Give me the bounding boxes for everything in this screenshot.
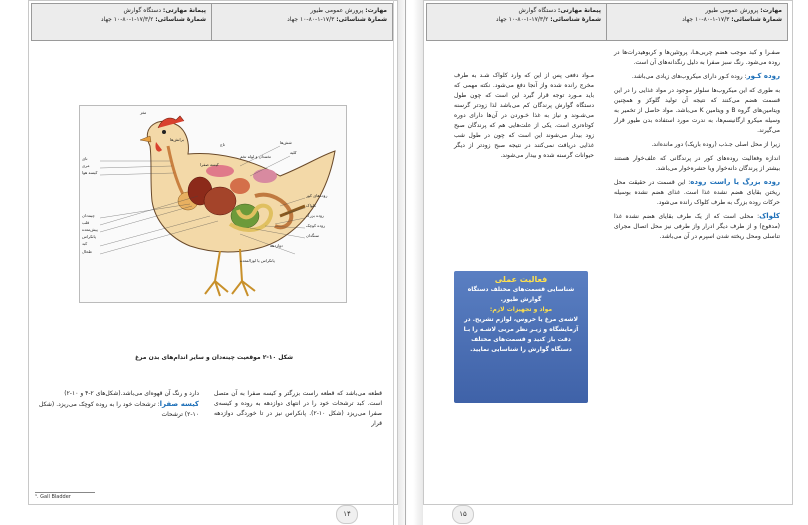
activity-title: فعالیت عملی (494, 275, 548, 284)
label-spleen: طحال (82, 249, 92, 254)
label-liver: کبد (82, 241, 88, 246)
label-large-intestine: روده بزرگ (306, 213, 324, 218)
code-label: شمارهٔ شناسائی: (550, 16, 601, 23)
label-proventriculus: پیش‌معده (82, 227, 98, 232)
paragraph-text: : ترشحات خود را به روده کوچک می‌ریزد. (شکل ۱۰-۲) ترشحات (39, 401, 199, 418)
label-pancreas: پانکراس یا لوزالمعده (240, 258, 275, 263)
label-lung: شش‌ها (280, 140, 292, 145)
paragraph-text: صفـرا و کبد موجب هضم چربی‌هـا، پروتئین‌ها و کربوهیدرات‌ها در روده می‌شود. رنگ سبز صفرا به دلیل رنگدانه‌های آن است. (614, 49, 780, 66)
skill-label: مهارت: (365, 7, 387, 14)
chicken-anatomy-figure (79, 105, 347, 303)
label-duodenum: دوازدهه (270, 243, 283, 248)
standard-value: دستگاه گوارش (518, 7, 556, 14)
keyword-ceca: روده کـور (746, 72, 780, 80)
page-14 (28, 0, 398, 505)
code-label: شمارهٔ شناسائی: (731, 16, 782, 23)
label-heart: قلب (82, 220, 90, 225)
label-air-sac: کیسه هوا (82, 170, 98, 175)
paragraph: مـواد دفعی پس از این که وارد کلواک شـد به طرف مخرج رانده شده واز آنجا دفع می‌شود. نکته مهمی که باید مـورد توجه قرار گیرد این است که چون طول دستگاه گوارش پرندگان کم می‌باشد لذا زودتر گرسنه می‌شـوند و نیاز به غذا خـوردن در آن‌ها دارای دوره کوتاه‌تری است. یکی از علت‌هایی هم که پرندگان صبح زود بیدار می‌شوند این است که چون در طول شب غذایی دریافت نمی‌کنند در نتیجه صبح زودتر از دیگر حیوانات گرسنه شده و بیدار می‌شوند. (454, 72, 594, 159)
label-comb: تاج (220, 142, 225, 147)
paragraph-text: دارد و رنگ آن قهوه‌ای می‌باشد.(شکل‌های ۲-۴ و ۱۰-۲) (64, 390, 199, 397)
label-bronchi: برانش‌ها (170, 137, 184, 142)
header-standard-cell (427, 4, 607, 40)
label-crop: چینه‌دان (82, 213, 95, 218)
paragraph-text: اندازه وفعالیت روده‌های کور در پرندگانی که علف‌خوار هستند بیشتر از پرندگان دانه‌خوار ویا حشره‌خوار می‌باشد. (614, 155, 780, 172)
label-pancreas-short: پانکراس (82, 234, 96, 239)
code-value: ۱۷/۳/۲-۱-۸۰-۱۰ جهاد (495, 16, 549, 23)
gutter-line (393, 0, 394, 525)
standard-label: پیمانهٔ مهارتی: (162, 7, 206, 14)
code-label: شمارهٔ شناسائی: (336, 16, 387, 23)
activity-body: لاشه‌ی مرغ یا خروس، لوازم تشریح. در آزمایشگاه و زیـر نظر مربی لاشـه را بـا دقت باز کنید و قسمت‌های مختلف دستگاه گوارش را شناسایی نمایید. (463, 316, 579, 353)
page-15 (423, 0, 793, 505)
keyword-cloaca: کلواک (759, 212, 780, 220)
label-small-intestine: روده کوچک (306, 223, 326, 228)
page-number-14: ۱۴ (336, 505, 358, 524)
header-standard-cell (32, 4, 212, 40)
paragraph: قطعه می‌باشد که قطعه راست بزرگتر و کیسه صفرا به آن متصل است. کبد ترشحات خود را در انتهای دوازدهه به روده و کیسه‌ی صفرا می‌ریزد (شکل ۱۰-۲). پانکراس نیز در تا خوردگی دوازدهه قرار (214, 390, 382, 427)
footnote: ¹. Gall Bladder (35, 494, 71, 500)
paragraph (614, 177, 780, 208)
paragraph (614, 47, 780, 68)
right-page-text-left-column (454, 71, 594, 164)
code-value: ۱۷/۳/۲-۱-۸۰-۱۰ جهاد (100, 16, 154, 23)
skill-value: پرورش عمومی طیور (705, 7, 759, 14)
code-label: شمارهٔ شناسائی: (155, 16, 206, 23)
paragraph (614, 85, 780, 136)
label-brain: مغز (140, 110, 147, 115)
skill-value: پرورش عمومی طیور (310, 7, 364, 14)
footnote-divider (35, 492, 95, 493)
paragraph (614, 211, 780, 242)
keyword-large-intestine: روده بزرگ یا راست روده (690, 178, 780, 186)
label-oviduct: تخمدان و لوله تخم (240, 154, 271, 159)
paragraph-text: به طوری که این میکروب‌ها سلولز موجود در مواد غذایی را در این قسمت هضم می‌کنند که نتیجه آن تولید گلوکز و همچنین ویتامین‌های گروه B و ویتامین K می‌باشد. مواد حاصل از تخمیر به وسیله میکرو ارگانیسم‌ها، به ندرت مورد استفاده بدن طیور قرار می‌گیرند. (614, 87, 780, 134)
paragraph-text: : این قسمت در حقیقت محل ریختن بقایای هضم نشده غذا است. غذای هضم نشده بوسیله حرکات روده بزرگ به طرف کلواک رانده می‌شود. (614, 179, 780, 206)
book-gutter (398, 0, 423, 525)
paragraph-text: : روده کـور دارای میکروب‌های زیادی می‌باشد. (631, 73, 747, 80)
label-ceca: روده‌های کور (306, 193, 328, 198)
header-skill-cell (212, 4, 392, 40)
label-cloaca: کلواک (306, 203, 316, 208)
practical-activity-box (454, 271, 588, 403)
label-kidney: کلیه (290, 150, 297, 155)
keyword-gallbladder: کیسه صفرا (159, 400, 199, 408)
page-number-15: ۱۵ (452, 505, 474, 524)
figure-caption: شکل ۱۰-۲ موقعیت چینه‌دان و سایر اندام‌های بدن مرغ (134, 354, 294, 361)
page-header (31, 3, 393, 41)
code-value: ۱۷/۳-۱-۸۰-۱۰ جهاد (682, 16, 730, 23)
label-esophagus: مری (82, 163, 90, 168)
label-gizzard: سنگدان (306, 233, 319, 238)
paragraph (614, 153, 780, 174)
page-header (426, 3, 788, 41)
activity-materials-label: مواد و تجهیزات لازم: (489, 306, 553, 313)
label-trachea: نای (82, 156, 88, 161)
paragraph (614, 71, 780, 82)
left-page-text-right-column (214, 389, 382, 432)
standard-value: دستگاه گوارش (123, 7, 161, 14)
chicken-anatomy-illustration (80, 106, 346, 302)
paragraph-text: : محلی است که از یک طرف بقایای هضم نشده غذا (مدفوع) و از طرف دیگر ادرار واز طرفی نیز محل اتصال مجرای تناسلی ومحل ریخته شدن اسپرم در آن می‌باشد. (614, 213, 780, 240)
paragraph (39, 389, 199, 420)
gutter-line (405, 0, 406, 525)
paragraph (614, 139, 780, 150)
activity-subtitle: شناسایی قسمت‌های مختلف دستگاه گوارش طیور. (467, 286, 575, 303)
left-page-text-left-column (39, 389, 199, 423)
paragraph-text: زیرا از محل اصلی جـذب (روده باریک) دور مانده‌اند. (651, 141, 780, 148)
label-gallbladder: کیسه صفرا (200, 162, 219, 167)
skill-label: مهارت: (760, 7, 782, 14)
code-value: ۱۷/۳-۱-۸۰-۱۰ جهاد (287, 16, 335, 23)
header-skill-cell (607, 4, 787, 40)
standard-label: پیمانهٔ مهارتی: (557, 7, 601, 14)
right-page-text-right-column (614, 47, 780, 245)
